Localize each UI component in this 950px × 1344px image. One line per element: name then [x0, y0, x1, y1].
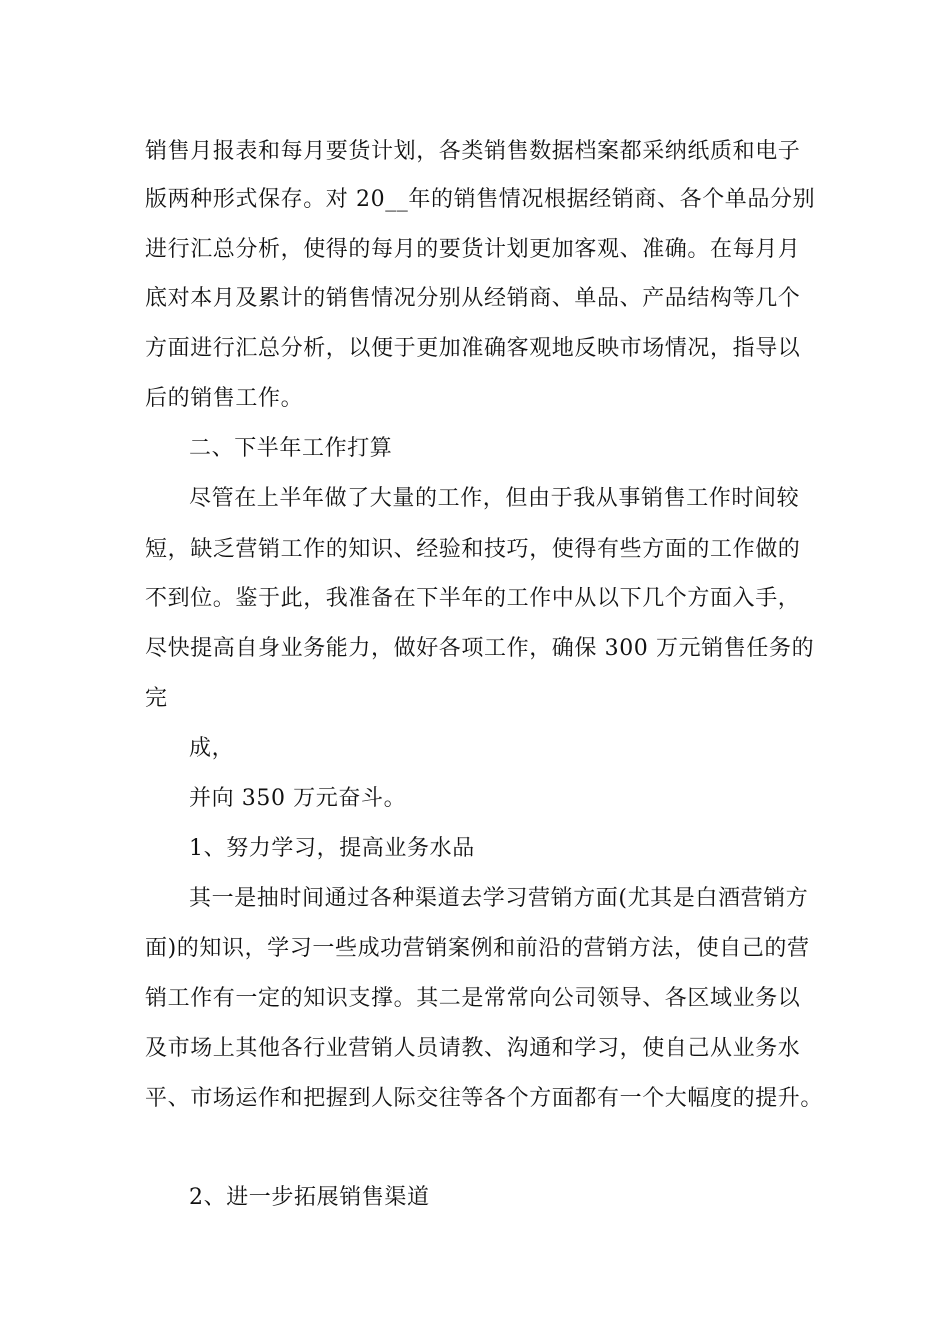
- text-line: 尽快提高自身业务能力，做好各项工作，确保 300 万元销售任务的: [145, 636, 815, 661]
- text-line: 版两种形式保存。对 20__年的销售情况根据经销商、各个单品分别: [145, 187, 816, 212]
- text-line: 不到位。鉴于此，我准备在下半年的工作中从以下几个方面入手，: [145, 586, 801, 611]
- subsection-heading: 2、进一步拓展销售渠道: [189, 1185, 430, 1210]
- text-line: 平、市场运作和把握到人际交往等各个方面都有一个大幅度的提升。: [145, 1086, 824, 1111]
- text-line: 销售月报表和每月要货计划，各类销售数据档案都采纳纸质和电子: [145, 139, 801, 164]
- text-line: 方面进行汇总分析，以便于更加准确客观地反映市场情况，指导以: [145, 336, 801, 361]
- text-line: 成，: [189, 736, 235, 761]
- text-line: 短，缺乏营销工作的知识、经验和技巧，使得有些方面的工作做的: [145, 537, 801, 562]
- subsection-heading: 1、努力学习，提高业务水品: [189, 836, 475, 861]
- text-line: 完: [145, 686, 168, 711]
- text-line: 面)的知识，学习一些成功营销案例和前沿的营销方法，使自己的营: [145, 936, 810, 961]
- text-line: 底对本月及累计的销售情况分别从经销商、单品、产品结构等几个: [145, 286, 801, 311]
- text-line: 尽管在上半年做了大量的工作，但由于我从事销售工作时间较: [189, 486, 800, 511]
- text-line: 及市场上其他各行业营销人员请教、沟通和学习，使自己从业务水: [145, 1036, 801, 1061]
- text-line: 进行汇总分析，使得的每月的要货计划更加客观、准确。在每月月: [145, 237, 801, 262]
- text-line: 后的销售工作。: [145, 386, 304, 411]
- text-line: 并向 350 万元奋斗。: [189, 786, 407, 811]
- text-line: 其一是抽时间通过各种渠道去学习营销方面(尤其是白酒营销方: [189, 886, 809, 911]
- text-line: 销工作有一定的知识支撑。其二是常常向公司领导、各区域业务以: [145, 986, 801, 1011]
- section-heading: 二、下半年工作打算: [189, 436, 393, 461]
